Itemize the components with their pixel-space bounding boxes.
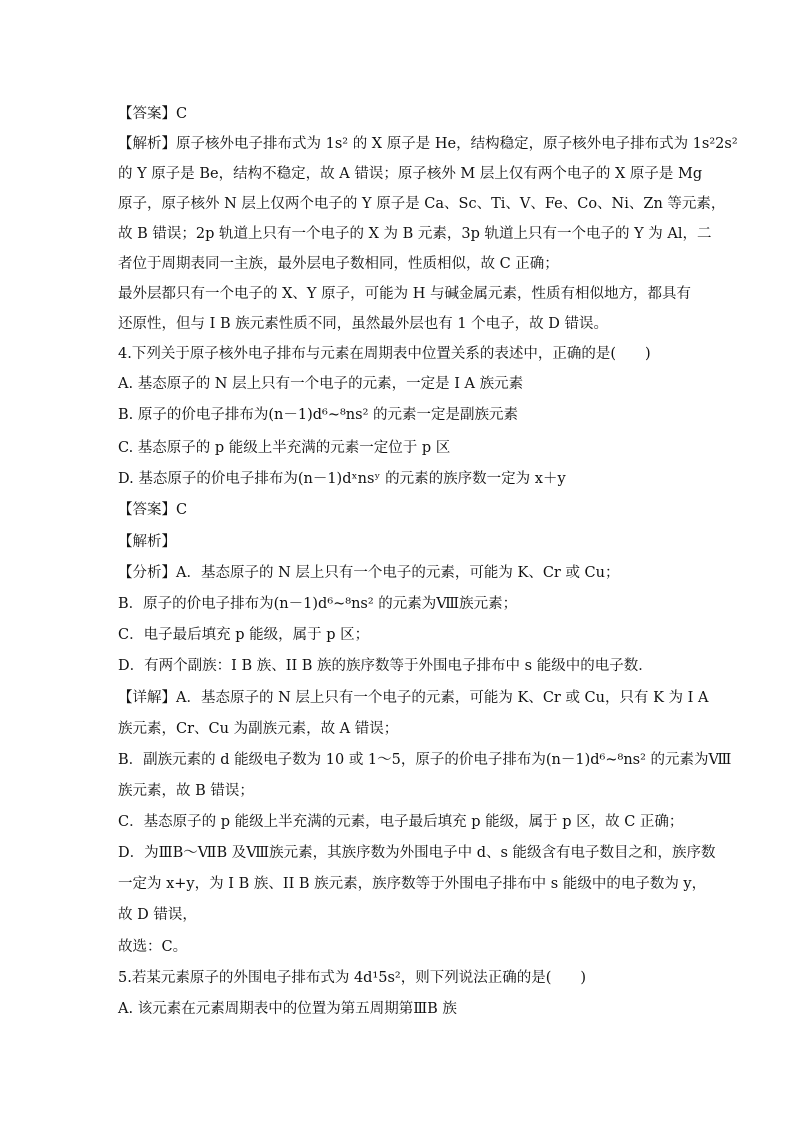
- analysis-line-6: 最外层都只有一个电子的 X、Y 原子，可能为 H 与碱金属元素，性质有相似地方，都具有: [118, 286, 691, 302]
- question-5-option-a: A. 该元素在元素周期表中的位置为第五周期第ⅢB 族: [118, 1001, 457, 1017]
- detail-line-3: B．副族元素的 d 能级电子数为 10 或 1～5，原子的价电子排布为(n－1)d⁶~⁸ns² 的元素为Ⅷ: [118, 752, 732, 768]
- analysis-line-4: 故 B 错误；2p 轨道上只有一个电子的 X 为 B 元素，3p 轨道上只有一个电子的 Y 为 Al，二: [118, 226, 712, 242]
- detail-line-5: C．基态原子的 p 能级上半充满的元素，电子最后填充 p 能级，属于 p 区，故 C 正确；: [118, 814, 684, 830]
- analysis-part-c: C．电子最后填充 p 能级，属于 p 区；: [118, 627, 370, 643]
- choose-answer: 故选：C。: [118, 939, 188, 955]
- detail-line-7: 一定为 x+y，为 I B 族、II B 族元素，族序数等于外围电子排布中 s 能级中的电子数为 y，: [118, 876, 707, 892]
- question-4-option-c: C. 基态原子的 p 能级上半充满的元素一定位于 p 区: [118, 440, 451, 456]
- detail-line-6: D．为ⅢB～ⅦB 及Ⅷ族元素，其族序数为外围电子中 d、s 能级含有电子数目之和，族序数: [118, 845, 716, 861]
- analysis-line-5: 者位于周期表同一主族，最外层电子数相同，性质相似，故 C 正确；: [118, 256, 559, 272]
- question-4-option-b: B. 原子的价电子排布为(n－1)d⁶~⁸ns² 的元素一定是副族元素: [118, 407, 519, 423]
- analysis-part-a: 【分析】A．基态原子的 N 层上只有一个电子的元素，可能为 K、Cr 或 Cu；: [118, 565, 620, 581]
- analysis-heading: 【解析】: [118, 534, 176, 550]
- question-4-option-a: A. 基态原子的 N 层上只有一个电子的元素，一定是 I A 族元素: [118, 376, 524, 392]
- question-4-stem: 4.下列关于原子核外电子排布与元素在周期表中位置关系的表述中，正确的是( ): [118, 346, 651, 362]
- analysis-line-3: 原子，原子核外 N 层上仅两个电子的 Y 原子是 Ca、Sc、Ti、V、Fe、Co、Ni、Zn 等元素，: [118, 196, 726, 212]
- analysis-part-d: D．有两个副族：I B 族、II B 族的族序数等于外围电子排布中 s 能级中的电子数．: [118, 658, 653, 674]
- detail-line-8: 故 D 错误，: [118, 907, 197, 923]
- analysis-part-b: B．原子的价电子排布为(n－1)d⁶~⁸ns² 的元素为Ⅷ族元素；: [118, 596, 518, 612]
- question-4-option-d: D. 基态原子的价电子排布为(n－1)dˣnsʸ 的元素的族序数一定为 x＋y: [118, 471, 566, 487]
- answer-label-2: 【答案】C: [118, 502, 188, 518]
- detail-line-2: 族元素，Cr、Cu 为副族元素，故 A 错误；: [118, 721, 399, 737]
- detail-line-4: 族元素，故 B 错误；: [118, 783, 254, 799]
- analysis-line-1: 【解析】原子核外电子排布式为 1s² 的 X 原子是 He，结构稳定，原子核外电子排布式为 1s²2s²: [118, 136, 738, 152]
- question-5-stem: 5.若某元素原子的外围电子排布式为 4d¹5s²，则下列说法正确的是( ): [118, 970, 587, 986]
- analysis-line-2: 的 Y 原子是 Be，结构不稳定，故 A 错误；原子核外 M 层上仅有两个电子的 X 原子是 Mg: [118, 166, 703, 182]
- detail-line-1: 【详解】A．基态原子的 N 层上只有一个电子的元素，可能为 K、Cr 或 Cu，只有 K 为 I A: [118, 690, 709, 706]
- answer-label-1: 【答案】C: [118, 106, 188, 122]
- analysis-line-7: 还原性，但与 I B 族元素性质不同，虽然最外层也有 1 个电子，故 D 错误。: [118, 316, 608, 332]
